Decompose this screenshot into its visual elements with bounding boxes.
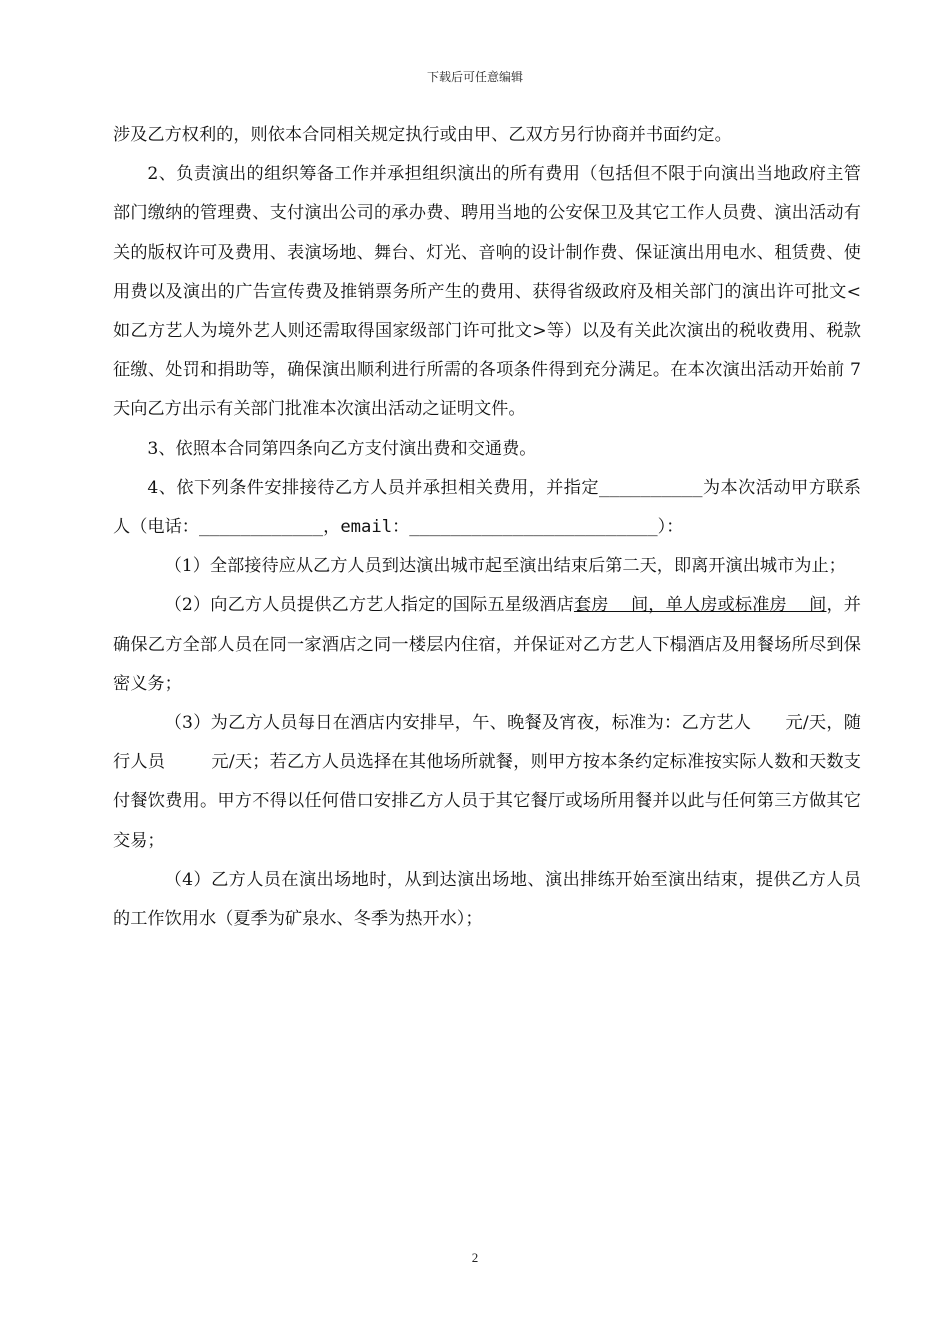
paragraph-continuation: 涉及乙方权利的，则依本合同相关规定执行或由甲、乙双方另行协商并书面约定。	[113, 125, 732, 145]
email-blank: ________________________	[409, 517, 658, 538]
item-2-text-a: （2）向乙方人员提供乙方艺人指定的国际五星级酒店	[164, 595, 574, 616]
contact-name-blank: __________	[599, 477, 703, 498]
item-2	[113, 586, 861, 704]
email-label: ，email：	[323, 517, 410, 538]
item-4: （4）乙方人员在演出场地时，从到达演出场地、演出排练开始至演出结束，提供乙方人员的工作饮用水（夏季为矿泉水、冬季为热开水）；	[113, 869, 861, 930]
clause-4-text-a: 4、依下列条件安排接待乙方人员并承担相关费用，并指定	[147, 477, 600, 498]
document-body	[113, 116, 861, 939]
page-header: 下载后可任意编辑	[426, 70, 523, 84]
item-3-text-b: 元/天，随行人员	[113, 713, 861, 773]
item-3	[113, 704, 861, 861]
clause-3: 3、依照本合同第四条向乙方支付演出费和交通费。	[147, 438, 537, 459]
clause-4-text-d: ）：	[657, 517, 684, 538]
phone-blank: ____________	[198, 517, 324, 538]
item-3-text-a: （3）为乙方人员每日在酒店内安排早，午、晚餐及宵夜，标准为：乙方艺人	[164, 713, 752, 734]
room-blanks: 套房 间，单人房或标准房 间	[573, 595, 827, 616]
page-number: 2	[471, 1250, 479, 1265]
clause-4	[113, 469, 861, 547]
clause-4-text-b: 为本次活动甲方联系人（电话：	[113, 477, 861, 538]
clause-2: 2、负责演出的组织筹备工作并承担组织演出的所有费用（包括但不限于向演出当地政府主管部门缴纳的管理费、支付演出公司的承办费、聘用当地的公安保卫及其它工作人员费、演出活动有关的版权许可及费用、表演场地、舞台、灯光、音响的设计制作费、保证演出用电水、租赁费、使用费以及演出的广告宣传费及推销票务所产生的费用、获得省级政府及相关部门的演出许可批文<如乙方艺人为境外艺人则还需取得国家级部门许可批文>等）以及有关此次演出的税收费用、税款征缴、处罚和捐助等，确保演出顺利进行所需的各项条件得到充分满足。在本次演出活动开始前 7 天向乙方出示有关部门批准本次演出活动之证明文件。	[113, 164, 861, 420]
item-1: （1）全部接待应从乙方人员到达演出城市起至演出结束后第二天，即离开演出城市为止；	[164, 556, 846, 577]
item-2-text-b: ，并确保乙方全部人员在同一家酒店之同一楼层内住宿，并保证对乙方艺人下榻酒店及用餐场所尽到保密义务；	[113, 595, 861, 694]
item-3-text-c: 元/天；若乙方人员选择在其他场所就餐，则甲方按本条约定标准按实际人数和天数支付餐饮费用。甲方不得以任何借口安排乙方人员于其它餐厅或场所用餐并以此与任何第三方做其它交易；	[113, 752, 861, 851]
